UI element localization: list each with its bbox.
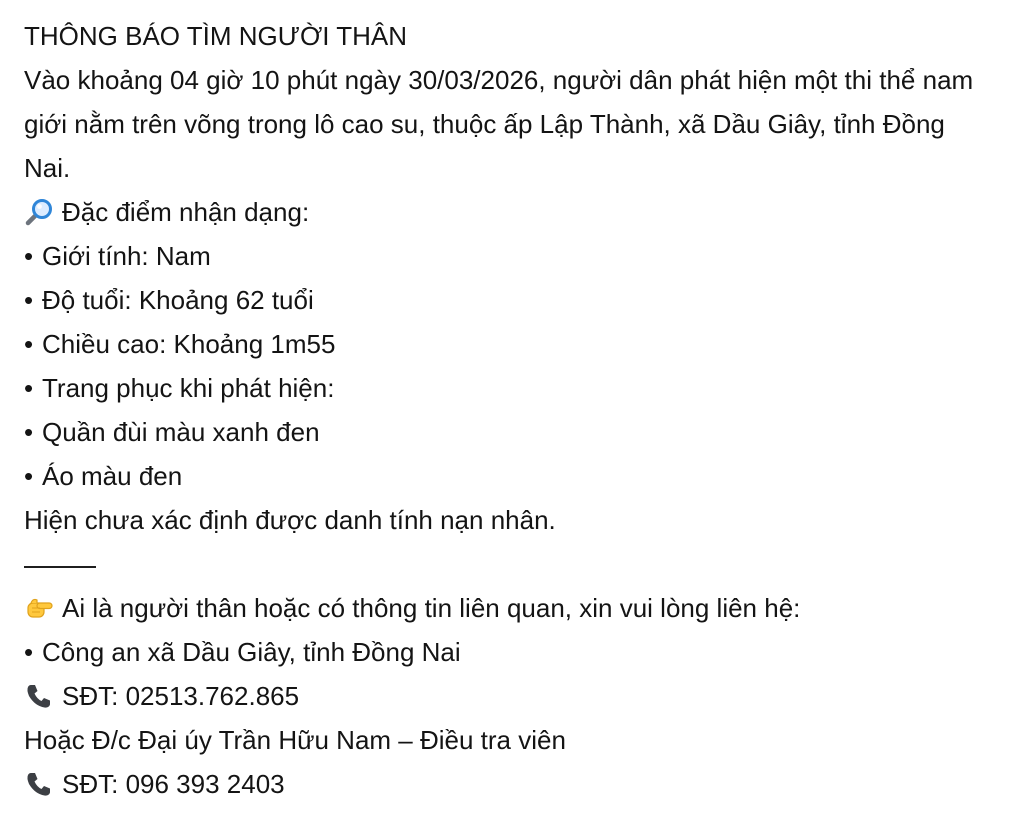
feature-item-shorts [24, 410, 994, 454]
bullet-symbol: • [24, 637, 34, 667]
features-heading: Đặc điểm nhận dạng: [62, 197, 310, 227]
magnifying-glass-icon [24, 197, 54, 227]
feature-item-age [24, 278, 994, 322]
unidentified-note: Hiện chưa xác định được danh tính nạn nhân. [24, 505, 556, 535]
features-heading-line [24, 190, 994, 234]
bullet-symbol: • [24, 285, 34, 315]
bullet-symbol: • [24, 329, 34, 359]
divider-rule [24, 566, 96, 568]
feature-item-height [24, 322, 994, 366]
phone-line-2 [24, 762, 994, 806]
bullet-symbol: • [24, 373, 34, 403]
feature-text: Quần đùi màu xanh đen [42, 417, 320, 447]
contact-heading-line [24, 586, 994, 630]
telephone-icon [24, 769, 54, 799]
bullet-symbol: • [24, 241, 34, 271]
contact-heading: Ai là người thân hoặc có thông tin liên quan, xin vui lòng liên hệ: [62, 593, 801, 623]
phone-line-1 [24, 674, 994, 718]
alt-contact: Hoặc Đ/c Đại úy Trần Hữu Nam – Điều tra viên [24, 725, 566, 755]
contact-org: Công an xã Dầu Giây, tỉnh Đồng Nai [42, 637, 461, 667]
feature-text: Áo màu đen [42, 461, 183, 491]
feature-item-clothing [24, 366, 994, 410]
notice-post [24, 14, 994, 806]
feature-text: Độ tuổi: Khoảng 62 tuổi [42, 285, 314, 315]
contact-org-item [24, 630, 994, 674]
feature-text: Trang phục khi phát hiện: [42, 373, 335, 403]
pointing-finger-icon [24, 593, 54, 623]
bullet-symbol: • [24, 417, 34, 447]
feature-text: Chiều cao: Khoảng 1m55 [42, 329, 336, 359]
notice-title: THÔNG BÁO TÌM NGƯỜI THÂN [24, 21, 408, 51]
feature-item-shirt [24, 454, 994, 498]
phone-number-2: SĐT: 096 393 2403 [62, 769, 285, 799]
separator [24, 542, 994, 586]
telephone-icon [24, 681, 54, 711]
feature-text: Giới tính: Nam [42, 241, 211, 271]
phone-number-1: SĐT: 02513.762.865 [62, 681, 300, 711]
notice-intro: Vào khoảng 04 giờ 10 phút ngày 30/03/2026, người dân phát hiện một thi thể nam giới nằm trên võng trong lô cao su, thuộc ấp Lập Thành, xã Dầu Giây, tỉnh Đồng Nai. [24, 65, 974, 183]
feature-item-gender [24, 234, 994, 278]
bullet-symbol: • [24, 461, 34, 491]
